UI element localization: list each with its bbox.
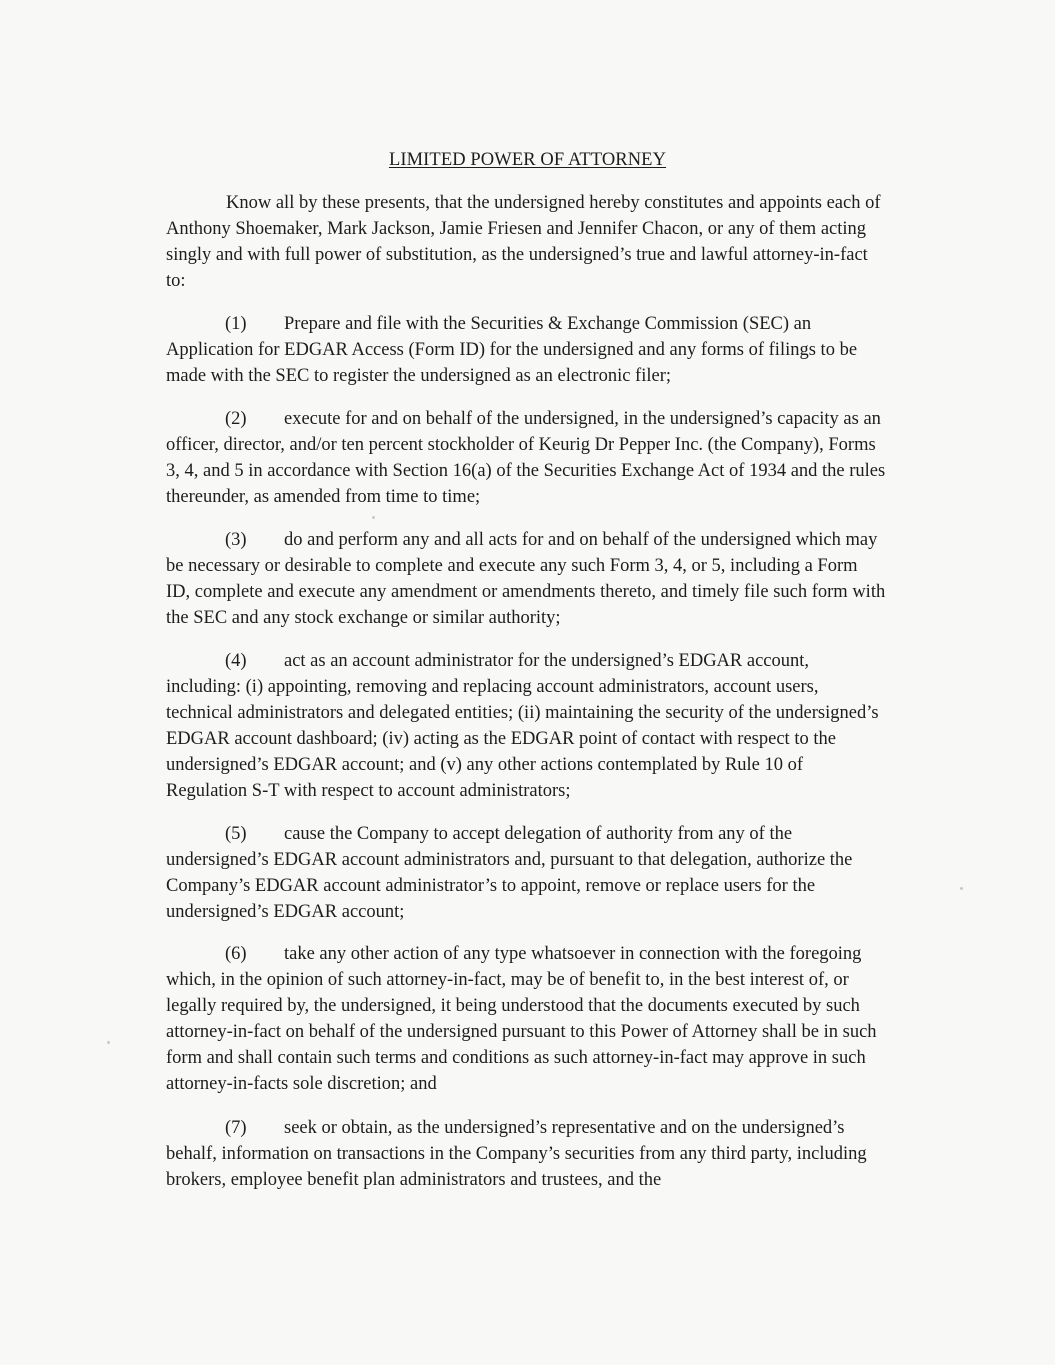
list-item [166,648,886,804]
list-item [166,527,886,631]
scan-speck [107,1041,110,1044]
list-item [166,821,886,925]
item-number: (3) [225,530,247,550]
item-text: Prepare and file with the Securities & Exchange Commission (SEC) an Application for EDGAR Access (Form ID) for the undersigned and any forms of filings to be made with the SEC to register the undersigned as an electronic filer; [166,314,858,386]
item-number: (7) [225,1118,247,1138]
item-text: do and perform any and all acts for and on behalf of the undersigned which may be necessary or desirable to complete and execute any such Form 3, 4, or 5, including a Form ID, complete and execute any amendment or amendments thereto, and timely file such form with the SEC and any stock exchange or similar authority; [166,530,886,628]
list-item [166,406,886,510]
scan-speck [372,516,375,519]
item-text: take any other action of any type whatsoever in connection with the foregoing which, in the opinion of such attorney-in-fact, may be of benefit to, in the best interest of, or legally required by, the undersigned, it being understood that the documents executed by such attorney-in-fact on behalf of the undersigned pursuant to this Power of Attorney shall be in such form and shall contain such terms and conditions as such attorney-in-fact may approve in such attorney-in-facts sole discretion; and [166,944,877,1094]
document-title: LIMITED POWER OF ATTORNEY [388,150,667,170]
item-number: (5) [225,824,247,844]
item-number: (4) [225,651,247,671]
item-text: execute for and on behalf of the undersigned, in the undersigned’s capacity as an officer, director, and/or ten percent stockholder of Keurig Dr Pepper Inc. (the Company), Forms 3, 4, and 5 in accordance with Section 16(a) of the Securities Exchange Act of 1934 and the rules thereunder, as amended from time to time; [166,409,886,507]
item-number: (1) [225,314,247,334]
list-item [166,1115,886,1193]
item-text: cause the Company to accept delegation of authority from any of the undersigned’s EDGAR account administrators and, pursuant to that delegation, authorize the Company’s EDGAR account administrator’s to appoint, remove or replace users for the undersigned’s EDGAR account; [166,824,853,922]
scan-speck [960,887,963,890]
list-item [166,311,886,389]
list-item [166,941,886,1097]
intro-text: Know all by these presents, that the undersigned hereby constitutes and appoints each of Anthony Shoemaker, Mark Jackson, Jamie Friesen and Jennifer Chacon, or any of them acting singly and with full power of substitution, as the undersigned’s true and lawful attorney-in-fact to: [166,193,881,291]
item-number: (2) [225,409,247,429]
item-text: act as an account administrator for the undersigned’s EDGAR account, including: (i) appointing, removing and replacing account administrators, account users, technical administrators and delegated entities; (ii) maintaining the security of the undersigned’s EDGAR account dashboard; (iv) acting as the EDGAR point of contact with respect to the undersigned’s EDGAR account; and (v) any other actions contemplated by Rule 10 of Regulation S-T with respect to account administrators; [166,651,879,801]
intro-paragraph [166,190,886,294]
item-text: seek or obtain, as the undersigned’s representative and on the undersigned’s behalf, information on transactions in the Company’s securities from any third party, including brokers, employee benefit plan administrators and trustees, and the [166,1118,867,1190]
item-number: (6) [225,944,247,964]
